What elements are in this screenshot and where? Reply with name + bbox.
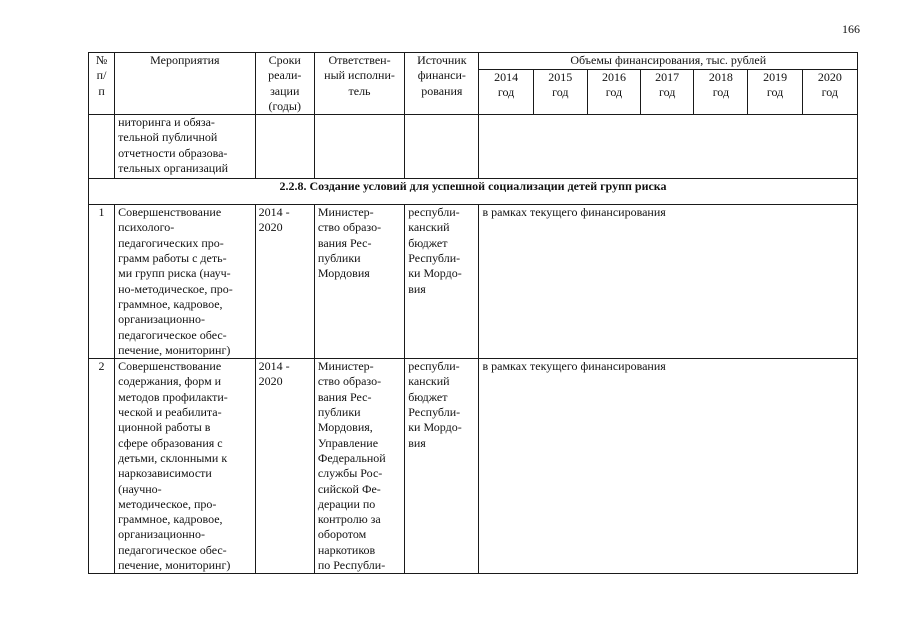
table-row <box>89 205 858 359</box>
header-year-2015: 2015 год <box>533 69 587 115</box>
continuation-activity: ниторинга и обяза- тельной публичной отчетности образова- тельных организаций <box>115 115 256 179</box>
row-funding: в рамках текущего финансирования <box>479 205 858 359</box>
header-year-2017: 2017 год <box>641 69 694 115</box>
continuation-funding <box>479 115 858 179</box>
row-terms: 2014 - 2020 <box>255 359 314 574</box>
row-responsible: Министер- ство образо- вания Рес- публики Мордовия, Управление Федеральной службы Рос- сийской Фе- дерации по контролю за оборотом наркотиков по Республи- <box>314 359 404 574</box>
continuation-num <box>89 115 115 179</box>
header-terms: Сроки реали- зации (годы) <box>255 53 314 115</box>
table-row <box>89 359 858 574</box>
continuation-responsible <box>314 115 404 179</box>
section-row <box>89 179 858 205</box>
header-funding-title: Объемы финансирования, тыс. рублей <box>479 53 858 70</box>
header-year-2016: 2016 год <box>587 69 640 115</box>
row-activity: Совершенствование содержания, форм и методов профилакти- ческой и реабилита- ционной работы в сфере образования с детьми, склонными к наркозависимости (научно- методическое, про- граммное, кадровое, организационно- педагогическое обес- печение, мониторинг) <box>115 359 256 574</box>
row-terms: 2014 - 2020 <box>255 205 314 359</box>
row-responsible: Министер- ство образо- вания Рес- публики Мордовия <box>314 205 404 359</box>
header-year-2019: 2019 год <box>748 69 802 115</box>
row-source: республи- канский бюджет Республи- ки Мордо- вия <box>405 205 479 359</box>
header-year-2014: 2014 год <box>479 69 533 115</box>
header-year-2018: 2018 год <box>694 69 748 115</box>
row-num: 2 <box>89 359 115 574</box>
row-source: республи- канский бюджет Республи- ки Мордо- вия <box>405 359 479 574</box>
header-source: Источник финанси- рования <box>405 53 479 115</box>
row-funding: в рамках текущего финансирования <box>479 359 858 574</box>
row-activity: Совершенствование психолого- педагогических про- грамм работы с деть- ми групп риска (науч- но-методическое, про- граммное, кадровое, организационно- педагогическое обес- печение, мониторинг) <box>115 205 256 359</box>
header-num: № п/ п <box>89 53 115 115</box>
header-year-2020: 2020 год <box>802 69 857 115</box>
header-row <box>89 53 858 70</box>
section-title: 2.2.8. Создание условий для успешной социализации детей групп риска <box>89 179 858 205</box>
header-activities: Мероприятия <box>115 53 256 115</box>
page-number: 166 <box>842 22 860 36</box>
row-num: 1 <box>89 205 115 359</box>
continuation-row <box>89 115 858 179</box>
funding-table <box>88 52 858 574</box>
header-responsible: Ответствен- ный исполни- тель <box>314 53 404 115</box>
continuation-source <box>405 115 479 179</box>
continuation-terms <box>255 115 314 179</box>
